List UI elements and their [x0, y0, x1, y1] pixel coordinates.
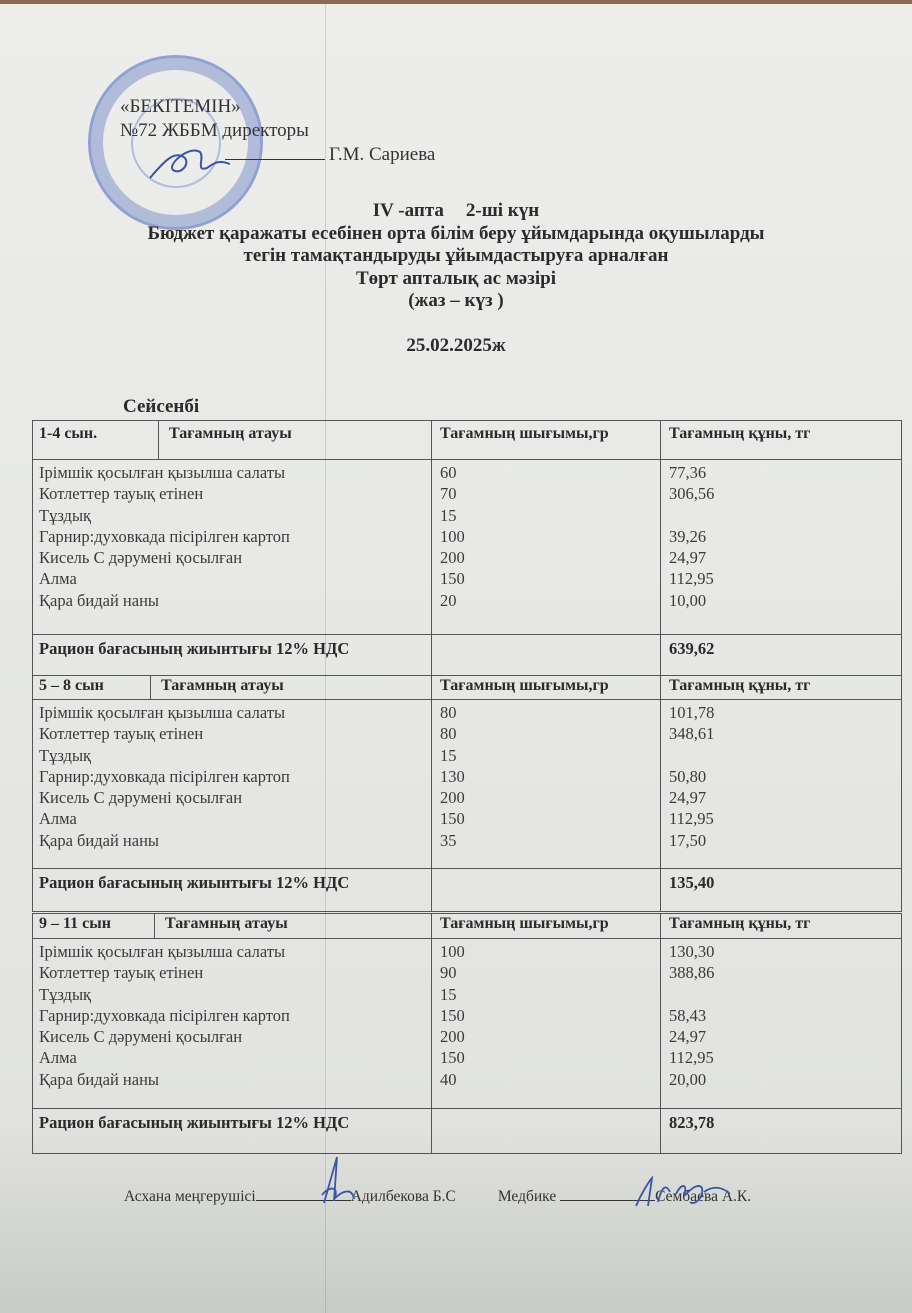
table-cell: 58,43: [669, 1005, 707, 1025]
table-cell: 150: [440, 1048, 465, 1068]
yield-column: [431, 939, 660, 1108]
header-price: Тағамның құны, тг: [660, 421, 901, 459]
table-cell: 77,36: [669, 463, 707, 482]
table-cell: Котлеттер тауық етінен: [39, 724, 204, 744]
yield-column: [431, 700, 660, 868]
table-cell: Алма: [39, 809, 77, 829]
total-value: 823,78: [660, 1109, 901, 1153]
table-cell: 24,97: [669, 788, 707, 808]
table-cell: Тұздық: [39, 505, 92, 525]
title-line-3: Төрт апталық ас мәзірі: [355, 267, 556, 289]
table-cell: 90: [440, 963, 457, 983]
table-cell: 150: [440, 1005, 465, 1025]
grade-label: 9 – 11 сын: [33, 914, 155, 938]
total-label: Рацион бағасының жиынтығы 12% НДС: [39, 1113, 350, 1132]
price-column: [660, 700, 901, 868]
menu-table-grades-1-4: [32, 420, 902, 676]
table-cell: 24,97: [669, 548, 707, 568]
signature-line: [225, 159, 325, 160]
director-name: Г.М. Сариева: [329, 144, 436, 165]
table-cell: Ірімшік қосылған қызылша салаты: [39, 942, 286, 961]
menu-date: 25.02.2025ж: [406, 334, 506, 356]
table-body-row: [33, 700, 901, 869]
table-cell: Алма: [39, 569, 77, 589]
table-cell: Қара бидай наны: [39, 590, 159, 610]
table-cell: 39,26: [669, 526, 707, 546]
table-cell: [669, 505, 893, 526]
title-line-2: тегін тамақтандыруды ұйымдастыруға арналған: [243, 245, 669, 266]
yield-column: [431, 460, 660, 634]
day-label: 2-ші күн: [465, 200, 540, 221]
table-cell: Котлеттер тауық етінен: [39, 484, 204, 504]
table-cell: Тұздық: [39, 984, 92, 1004]
table-cell: 130: [440, 766, 465, 786]
weekday-label: Сейсенбі: [123, 396, 200, 417]
menu-table-grades-9-11: [32, 913, 902, 1154]
price-column: [660, 939, 901, 1108]
table-header-row: [33, 676, 901, 700]
table-cell: 20: [440, 590, 457, 610]
table-cell: 150: [440, 569, 465, 589]
total-value: 135,40: [660, 869, 901, 911]
dish-names-column: [33, 460, 431, 634]
table-cell: Тұздық: [39, 745, 92, 765]
week-day-line: [0, 200, 912, 223]
table-cell: 200: [440, 1027, 465, 1047]
header-yield: Тағамның шығымы,гр: [431, 676, 660, 699]
grade-label: 1-4 сын.: [33, 421, 159, 459]
price-column: [660, 460, 901, 634]
table-cell: 112,95: [669, 569, 714, 589]
table-cell: 200: [440, 548, 465, 568]
table-cell: 15: [440, 505, 457, 525]
table-cell: Гарнир:духовкада пісірілген картоп: [39, 766, 290, 786]
table-cell: 40: [440, 1069, 457, 1089]
table-cell: 388,86: [669, 963, 715, 983]
total-empty-cell: [431, 635, 660, 675]
nurse-name: Сембаева А.К.: [655, 1188, 752, 1205]
header-price: Тағамның құны, тг: [660, 914, 901, 938]
table-cell: [669, 745, 893, 766]
table-cell: 60: [440, 463, 457, 482]
header-price: Тағамның құны, тг: [660, 676, 901, 699]
table-cell: 35: [440, 830, 457, 850]
canteen-manager-name: Адилбекова Б.С: [350, 1188, 456, 1205]
table-cell: Кисель С дәрумені қосылған: [39, 1027, 243, 1047]
table-body-row: [33, 460, 901, 635]
table-cell: 50,80: [669, 766, 707, 786]
role-canteen-manager: Асхана меңгерушісі: [124, 1188, 256, 1205]
total-label: Рацион бағасының жиынтығы 12% НДС: [39, 873, 350, 892]
table-cell: Гарнир:духовкада пісірілген картоп: [39, 1005, 290, 1025]
table-cell: 20,00: [669, 1069, 707, 1089]
table-total-row: [33, 1109, 901, 1153]
table-cell: 100: [440, 942, 465, 961]
table-cell: Гарнир:духовкада пісірілген картоп: [39, 526, 290, 546]
table-body-row: [33, 939, 901, 1109]
table-cell: 24,97: [669, 1027, 707, 1047]
table-cell: Кисель С дәрумені қосылған: [39, 788, 243, 808]
table-cell: 10,00: [669, 590, 707, 610]
table-header-row: [33, 421, 901, 460]
table-cell: 80: [440, 703, 457, 722]
table-cell: 80: [440, 724, 457, 744]
dish-names-column: [33, 939, 431, 1108]
table-cell: Алма: [39, 1048, 77, 1068]
total-empty-cell: [431, 1109, 660, 1153]
total-value: 639,62: [660, 635, 901, 675]
season-label: (жаз – күз ): [408, 290, 504, 311]
week-label: IV -апта: [372, 200, 444, 221]
table-cell: Қара бидай наны: [39, 1069, 159, 1089]
approval-title: «БЕКІТЕМІН»: [120, 96, 241, 117]
menu-table-grades-5-8: [32, 675, 902, 912]
table-cell: 306,56: [669, 484, 715, 504]
table-cell: Котлеттер тауық етінен: [39, 963, 204, 983]
document-heading: [0, 200, 912, 357]
table-cell: 101,78: [669, 703, 715, 722]
table-cell: Ірімшік қосылған қызылша салаты: [39, 463, 286, 482]
table-cell: 100: [440, 526, 465, 546]
header-yield: Тағамның шығымы,гр: [431, 914, 660, 938]
total-label: Рацион бағасының жиынтығы 12% НДС: [39, 639, 350, 658]
table-cell: Кисель С дәрумені қосылған: [39, 548, 243, 568]
dish-names-column: [33, 700, 431, 868]
table-total-row: [33, 635, 901, 675]
role-nurse: Медбике: [497, 1188, 557, 1205]
canteen-manager-signature-icon: [312, 1155, 362, 1210]
table-cell: [669, 984, 893, 1005]
header-yield: Тағамның шығымы,гр: [431, 421, 660, 459]
table-cell: 150: [440, 809, 465, 829]
table-cell: 70: [440, 484, 457, 504]
table-cell: 112,95: [669, 809, 714, 829]
approval-position: №72 ЖББМ директоры: [120, 120, 309, 141]
director-signature-icon: [145, 140, 235, 185]
header-dish-name: Тағамның атауы: [161, 677, 284, 694]
total-empty-cell: [431, 869, 660, 911]
table-header-row: [33, 914, 901, 939]
table-cell: 200: [440, 788, 465, 808]
header-dish-name: Тағамның атауы: [169, 425, 292, 442]
table-cell: Қара бидай наны: [39, 830, 159, 850]
header-dish-name: Тағамның атауы: [165, 915, 288, 932]
grade-label: 5 – 8 сын: [33, 676, 151, 699]
table-cell: 15: [440, 745, 457, 765]
table-cell: Ірімшік қосылған қызылша салаты: [39, 703, 286, 722]
table-cell: 17,50: [669, 830, 707, 850]
table-total-row: [33, 869, 901, 911]
table-cell: 348,61: [669, 724, 715, 744]
nurse-signature-icon: [632, 1172, 732, 1212]
table-cell: 15: [440, 984, 457, 1004]
table-cell: 130,30: [669, 942, 715, 961]
table-cell: 112,95: [669, 1048, 714, 1068]
title-line-1: Бюджет қаражаты есебінен орта білім беру ұйымдарында оқушыларды: [147, 222, 765, 244]
